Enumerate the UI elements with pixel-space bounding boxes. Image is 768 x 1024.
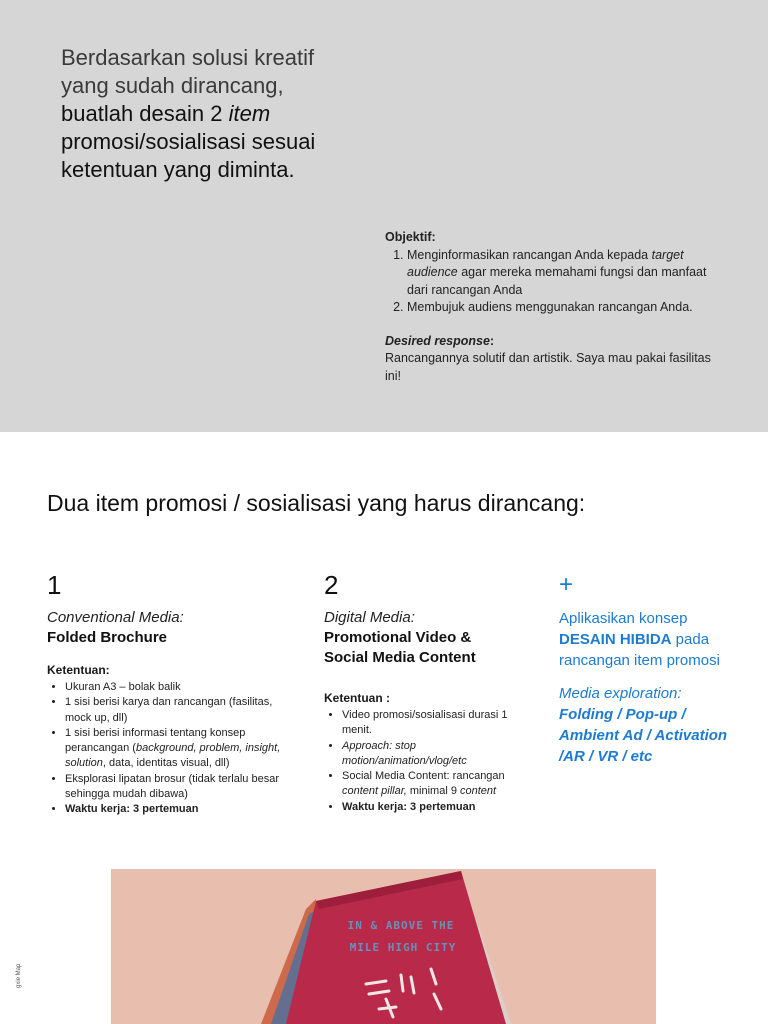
rule-item-worktime: • Waktu kerja: 3 pertemuan xyxy=(342,800,539,815)
hybrid-line-2 xyxy=(559,629,759,650)
rule-text: Social Media Content: rancangan xyxy=(342,770,505,783)
rule-item-worktime: • Waktu kerja: 3 pertemuan xyxy=(65,802,292,817)
response-title-colon: : xyxy=(489,333,495,348)
item-number: 1 xyxy=(47,570,62,600)
item-column-1 xyxy=(47,570,292,818)
hybrid-keyword: DESAIN HIBIDA xyxy=(559,631,672,648)
photo-credit: gxie Map xyxy=(16,963,22,988)
item-number: 2 xyxy=(324,570,339,600)
intro-dark-part1: buatlah desain 2 xyxy=(61,101,229,126)
media-name-line2: Social Media Content xyxy=(324,649,476,666)
hybrid-line-2-rest: pada xyxy=(671,631,710,648)
objektif-item: 2. Membujuk audiens menggunakan rancangan Anda. xyxy=(407,299,725,317)
objektif-item-1-italic: target audience xyxy=(407,247,684,279)
hybrid-line-1: Aplikasikan konsep xyxy=(559,610,688,627)
slide-items xyxy=(0,432,768,1024)
rule-text-italic: background, problem, insight, solution xyxy=(65,742,281,770)
response-title-text: Desired response xyxy=(385,333,490,348)
objektif-item xyxy=(407,247,725,300)
rules-list xyxy=(47,680,292,818)
rule-text: minimal 9 xyxy=(406,785,461,798)
ketentuan-label: Ketentuan : xyxy=(324,691,390,705)
hybrid-line-3: rancangan item promosi xyxy=(559,652,720,669)
brochure-text-1: IN & ABOVE THE xyxy=(347,919,455,932)
rule-item: • Eksplorasi lipatan brosur (tidak terlalu besar sehingga mudah dibawa) xyxy=(65,772,292,803)
desired-response-text: Rancangannya solutif dan artistik. Saya mau pakai fasilitas ini! xyxy=(385,351,711,383)
intro-text xyxy=(61,44,361,184)
objektif-item-1-before: Menginformasikan rancangan Anda kepada xyxy=(407,247,652,262)
rule-text: , data, identitas visual, dll) xyxy=(102,757,230,770)
plus-icon: + xyxy=(559,571,574,598)
intro-dark-italic: item xyxy=(228,101,271,126)
media-name: Folded Brochure xyxy=(47,629,168,646)
objektif-list xyxy=(385,247,725,317)
rule-text-italic: content pillar, xyxy=(342,785,407,798)
brochure-photo xyxy=(111,869,656,1024)
media-name-line1: Promotional Video & xyxy=(324,629,472,646)
rules-list xyxy=(324,708,539,815)
objective-box xyxy=(385,229,725,385)
media-tech-line-1: Folding / Pop-up / xyxy=(559,706,686,723)
media-type: Digital Media: xyxy=(324,609,415,626)
rule-item: • Ukuran A3 – bolak balik xyxy=(65,680,292,695)
brochure-text-2: MILE HIGH CITY xyxy=(349,941,457,954)
intro-dark-part2: promosi/sosialisasi sesuai ketentuan yang diminta. xyxy=(61,129,316,182)
intro-dark xyxy=(61,100,361,184)
rule-text-italic: content xyxy=(460,785,497,798)
rule-text: 1 sisi berisi informasi tentang konsep perancangan ( xyxy=(65,726,246,755)
slide-instructions xyxy=(0,0,768,432)
intro-light: Berdasarkan solusi kreatif yang sudah dirancang, xyxy=(61,45,315,98)
rule-item xyxy=(342,769,539,800)
objektif-title: Objektif: xyxy=(385,230,436,244)
rule-item xyxy=(342,739,539,770)
rule-item: • Video promosi/sosialisasi durasi 1 menit. xyxy=(342,708,539,739)
item-column-2 xyxy=(324,570,539,815)
ketentuan-label: Ketentuan: xyxy=(47,663,110,677)
item-column-3 xyxy=(559,570,759,767)
media-type: Conventional Media: xyxy=(47,609,184,626)
slide-heading: Dua item promosi / sosialisasi yang harus dirancang: xyxy=(47,490,586,516)
media-tech-line-3: /AR / VR / etc xyxy=(559,748,653,765)
media-exploration-label: Media exploration: xyxy=(559,685,682,702)
rule-item xyxy=(65,726,292,772)
rule-item: • 1 sisi berisi karya dan rancangan (fasilitas, mock up, dll) xyxy=(65,695,292,726)
brochure-illustration xyxy=(111,869,656,1024)
objektif-item-1-after: agar mereka memahami fungsi dan manfaat dari rancangan Anda xyxy=(407,265,707,297)
desired-response-title xyxy=(385,333,725,351)
media-tech-line-2: Ambient Ad / Activation xyxy=(559,727,728,744)
rule-text-italic: Approach: stop motion/animation/vlog/etc xyxy=(342,739,467,767)
